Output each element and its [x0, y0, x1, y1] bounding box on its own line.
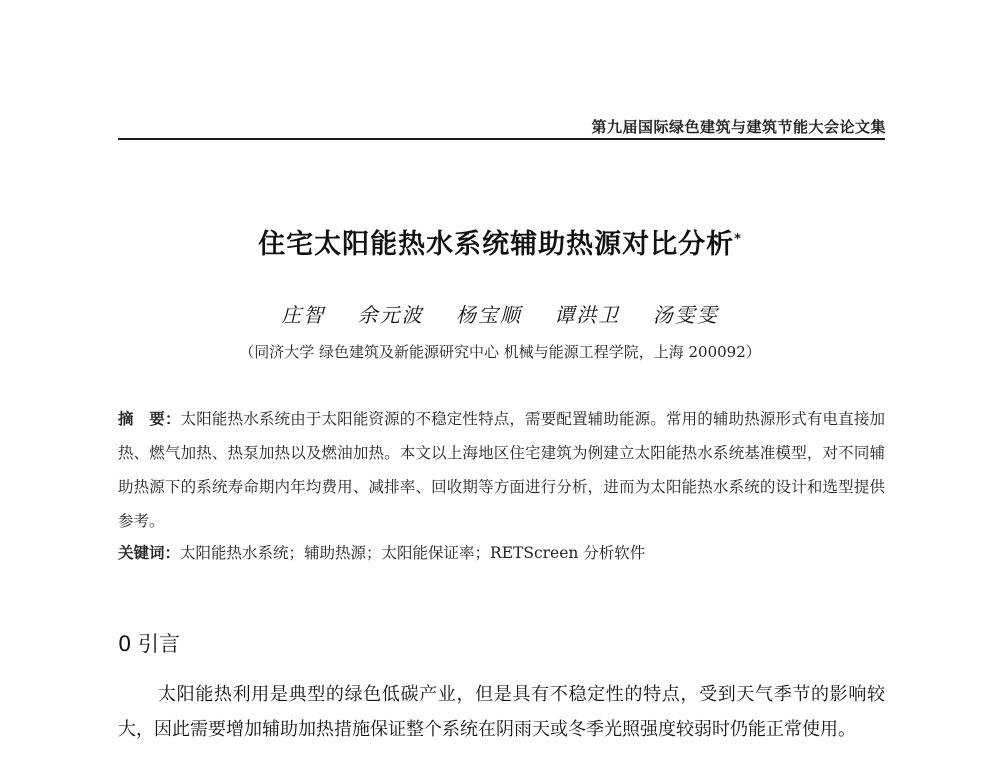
abstract-label: 摘 要：	[118, 410, 181, 428]
abstract-text: 太阳能热水系统由于太阳能资源的不稳定性特点，需要配置辅助能源。常用的辅助热源形式有电直接加热、燃气加热、热泵加热以及燃油加热。本文以上海地区住宅建筑为例建立太阳能热水系统基准模型，对不同辅助热源下的系统寿命期内年均费用、减排率、回收期等方面进行分析，进而为太阳能热水系统的设计和选型提供参考。	[118, 410, 885, 530]
author-name: 谭洪卫	[554, 303, 621, 327]
keywords-label: 关键词：	[118, 544, 181, 562]
author-list	[0, 299, 1000, 328]
title-footnote-mark: *	[734, 232, 742, 247]
running-header: 第九届国际绿色建筑与建筑节能大会论文集	[591, 118, 886, 136]
paper-title	[0, 222, 1000, 261]
author-name: 余元波	[357, 303, 424, 327]
keywords	[118, 541, 885, 563]
body-paragraph: 太阳能热利用是典型的绿色低碳产业，但是具有不稳定性的特点，受到天气季节的影响较大，因此需要增加辅助加热措施保证整个系统在阴雨天或冬季光照强度较弱时仍能正常使用。	[118, 684, 885, 740]
paper-title-text: 住宅太阳能热水系统辅助热源对比分析	[258, 229, 735, 260]
keywords-text: 太阳能热水系统；辅助热源；太阳能保证率；RETScreen 分析软件	[180, 544, 646, 562]
section-heading: 0 引言	[118, 632, 181, 656]
author-name: 杨宝顺	[456, 303, 522, 327]
author-name: 汤雯雯	[652, 303, 719, 327]
header-rule	[118, 138, 885, 140]
author-name: 庄智	[281, 303, 326, 327]
author-affiliation: （同济大学 绿色建筑及新能源研究中心 机械与能源工程学院，上海 200092）	[239, 343, 761, 361]
abstract	[118, 402, 885, 538]
